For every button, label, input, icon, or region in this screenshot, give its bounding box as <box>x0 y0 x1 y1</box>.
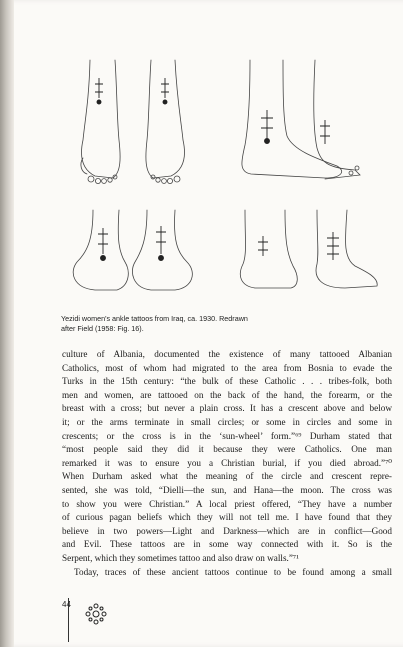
rosette-ornament-icon <box>84 602 108 626</box>
page-spine-shadow <box>0 0 14 647</box>
text-line: remarked it was to ensure you a Christian burial, if you died abroad.”⁷⁰ <box>62 457 392 468</box>
text-line: and Evil. These tattoos are in some way connected with it. So is the <box>62 539 392 550</box>
text-line: When Durham asked what the meaning of the circle and crescent repre- <box>62 471 392 482</box>
text-line: it; or the arms terminate in small circles; or some in circles and some in <box>62 416 392 427</box>
caption-line: after Field (1958: Fig. 16). <box>61 324 144 333</box>
text-line: of curious pagan beliefs which they will not tell me. I have found that they <box>62 512 392 523</box>
caption-line: Yezidi women's ankle tattoos from Iraq, ca. 1930. Redrawn <box>61 314 248 323</box>
feet-rear-view-drawing <box>73 210 192 290</box>
page-number: 44 <box>62 600 71 609</box>
body-text <box>62 348 392 579</box>
text-line: crescents; or the cross is in the ‘sun-wheel’ form.”⁶⁹ Durham stated that <box>62 430 392 441</box>
text-line: culture of Albania, documented the existence of many tattooed Albanian <box>62 349 392 359</box>
ankle-side-view-drawing <box>240 210 377 288</box>
feet-side-view-drawing <box>242 60 360 179</box>
text-line: to show you were Christian.” A local priest offered, “They have a number <box>62 498 392 509</box>
text-line-indented: Today, traces of these ancient tattoos continue to be found among a small <box>74 566 392 577</box>
text-line: Serpent, which they sometimes tattoo and also draw on walls.”⁷¹ <box>62 552 299 563</box>
feet-top-view-drawing <box>81 60 185 184</box>
text-line: Catholics, most of whom had migrated to the area from Bosnia to evade the <box>62 362 392 373</box>
text-line: sented, she was told, “Dielli—the sun, and Hana—the moon. The cross was <box>62 484 392 495</box>
text-line: breast with a cross; but never a plain cross. It has a crescent above and below <box>62 403 392 414</box>
tattoo-marks <box>95 78 339 261</box>
text-line: believe in two powers—Light and Darkness—which are in conflict—Good <box>62 525 392 536</box>
text-line: Turks in the 15th century: “the bulk of these Catholic . . . tribes-folk, both <box>62 376 392 387</box>
ankle-tattoo-illustration <box>55 40 385 310</box>
figure-caption <box>61 314 261 334</box>
text-line: men and women, are tattooed on the back of the hand, the forearm, or the <box>62 389 392 400</box>
text-line: “most people said they did it because they were Catholics. One man <box>62 444 392 455</box>
